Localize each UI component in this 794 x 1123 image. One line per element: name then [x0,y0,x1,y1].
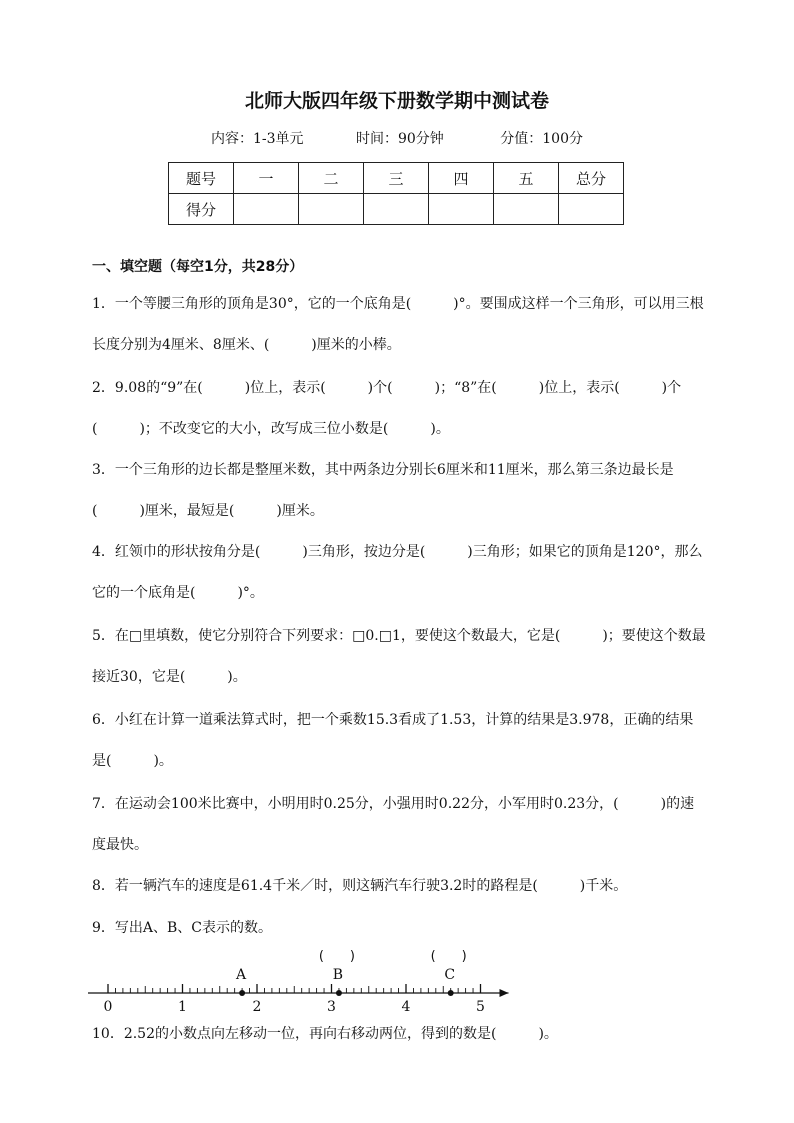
answer-blank[interactable]: ( ) [318,949,356,964]
score-cell[interactable] [494,194,559,225]
score-cell[interactable] [559,194,624,225]
header-cell: 五 [494,163,559,194]
tick-label: 0 [103,999,113,1015]
score-label-cell: 得分 [169,194,234,225]
tick-label: 5 [476,999,485,1015]
meta-score: 分值：100分 [500,131,583,147]
header-cell: 四 [429,163,494,194]
point-label: B [332,967,344,983]
header-cell: 一 [234,163,299,194]
header-cell: 二 [299,163,364,194]
question-6: 6．小红在计算一道乘法算式时，把一个乘数15.3看成了1.53，计算的结果是3.978，正确的结果是( )。 [92,712,694,769]
page-title: 北师大版四年级下册数学期中测试卷 [244,90,549,112]
score-cell[interactable] [299,194,364,225]
tick-label: 2 [252,999,262,1015]
score-table [168,162,624,225]
question-1: 1．一个等腰三角形的顶角是30°，它的一个底角是( )°。要围成这样一个三角形，可以用三根长度分别为4厘米、8厘米、( )厘米的小棒。 [92,296,704,353]
number-line [86,940,516,1020]
answer-blank[interactable]: ( ) [430,949,467,964]
question-8: 8．若一辆汽车的速度是61.4千米／时，则这辆汽车行驶3.2时的路程是( )千米。 [92,878,628,894]
tick-label: 3 [327,999,336,1015]
number-line-points [235,949,467,996]
score-cell[interactable] [429,194,494,225]
point-c [448,990,454,996]
question-10: 10．2.52的小数点向左移动一位，再向右移动两位，得到的数是( )。 [92,1026,558,1042]
question-2: 2．9.08的“9”在( )位上，表示( )个( )；“8”在( )位上，表示( )个( )；不改变它的大小，改写成三位小数是( )。 [92,380,682,437]
question-3: 3．一个三角形的边长都是整厘米数，其中两条边分别长6厘米和11厘米，那么第三条边最长是( )厘米，最短是( )厘米。 [92,462,674,519]
score-table-header-row [169,163,624,194]
point-label: C [444,967,456,983]
question-7: 7．在运动会100米比赛中，小明用时0.25分，小强用时0.22分，小军用时0.23分，( )的速度最快。 [92,796,695,853]
arrow-icon [500,989,509,997]
question-4: 4．红领巾的形状按角分是( )三角形，按边分是( )三角形；如果它的顶角是120°，那么它的一个底角是( )°。 [92,544,703,601]
point-label: A [236,967,247,983]
tick-label: 4 [401,999,411,1015]
score-cell[interactable] [234,194,299,225]
point-a [239,990,245,996]
score-table-score-row [169,194,624,225]
header-cell: 三 [364,163,429,194]
number-line-labels [104,999,485,1015]
number-line-ticks [88,984,509,997]
score-cell[interactable] [364,194,429,225]
header-cell: 总分 [559,163,624,194]
tick-label: 1 [178,999,187,1015]
meta-content: 内容：1-3单元 [210,131,304,147]
point-b [336,990,342,996]
header-cell: 题号 [169,163,234,194]
question-9: 9．写出A、B、C表示的数。 [92,920,273,936]
exam-meta [0,128,794,148]
section-title-fill-blank: 一、填空题（每空1分，共28分） [92,259,304,275]
meta-time: 时间：90分钟 [355,131,444,147]
question-5: 5．在□里填数，使它分别符合下列要求：□0.□1，要使这个数最大，它是( )；要使这个数最接近30，它是( )。 [92,628,706,685]
